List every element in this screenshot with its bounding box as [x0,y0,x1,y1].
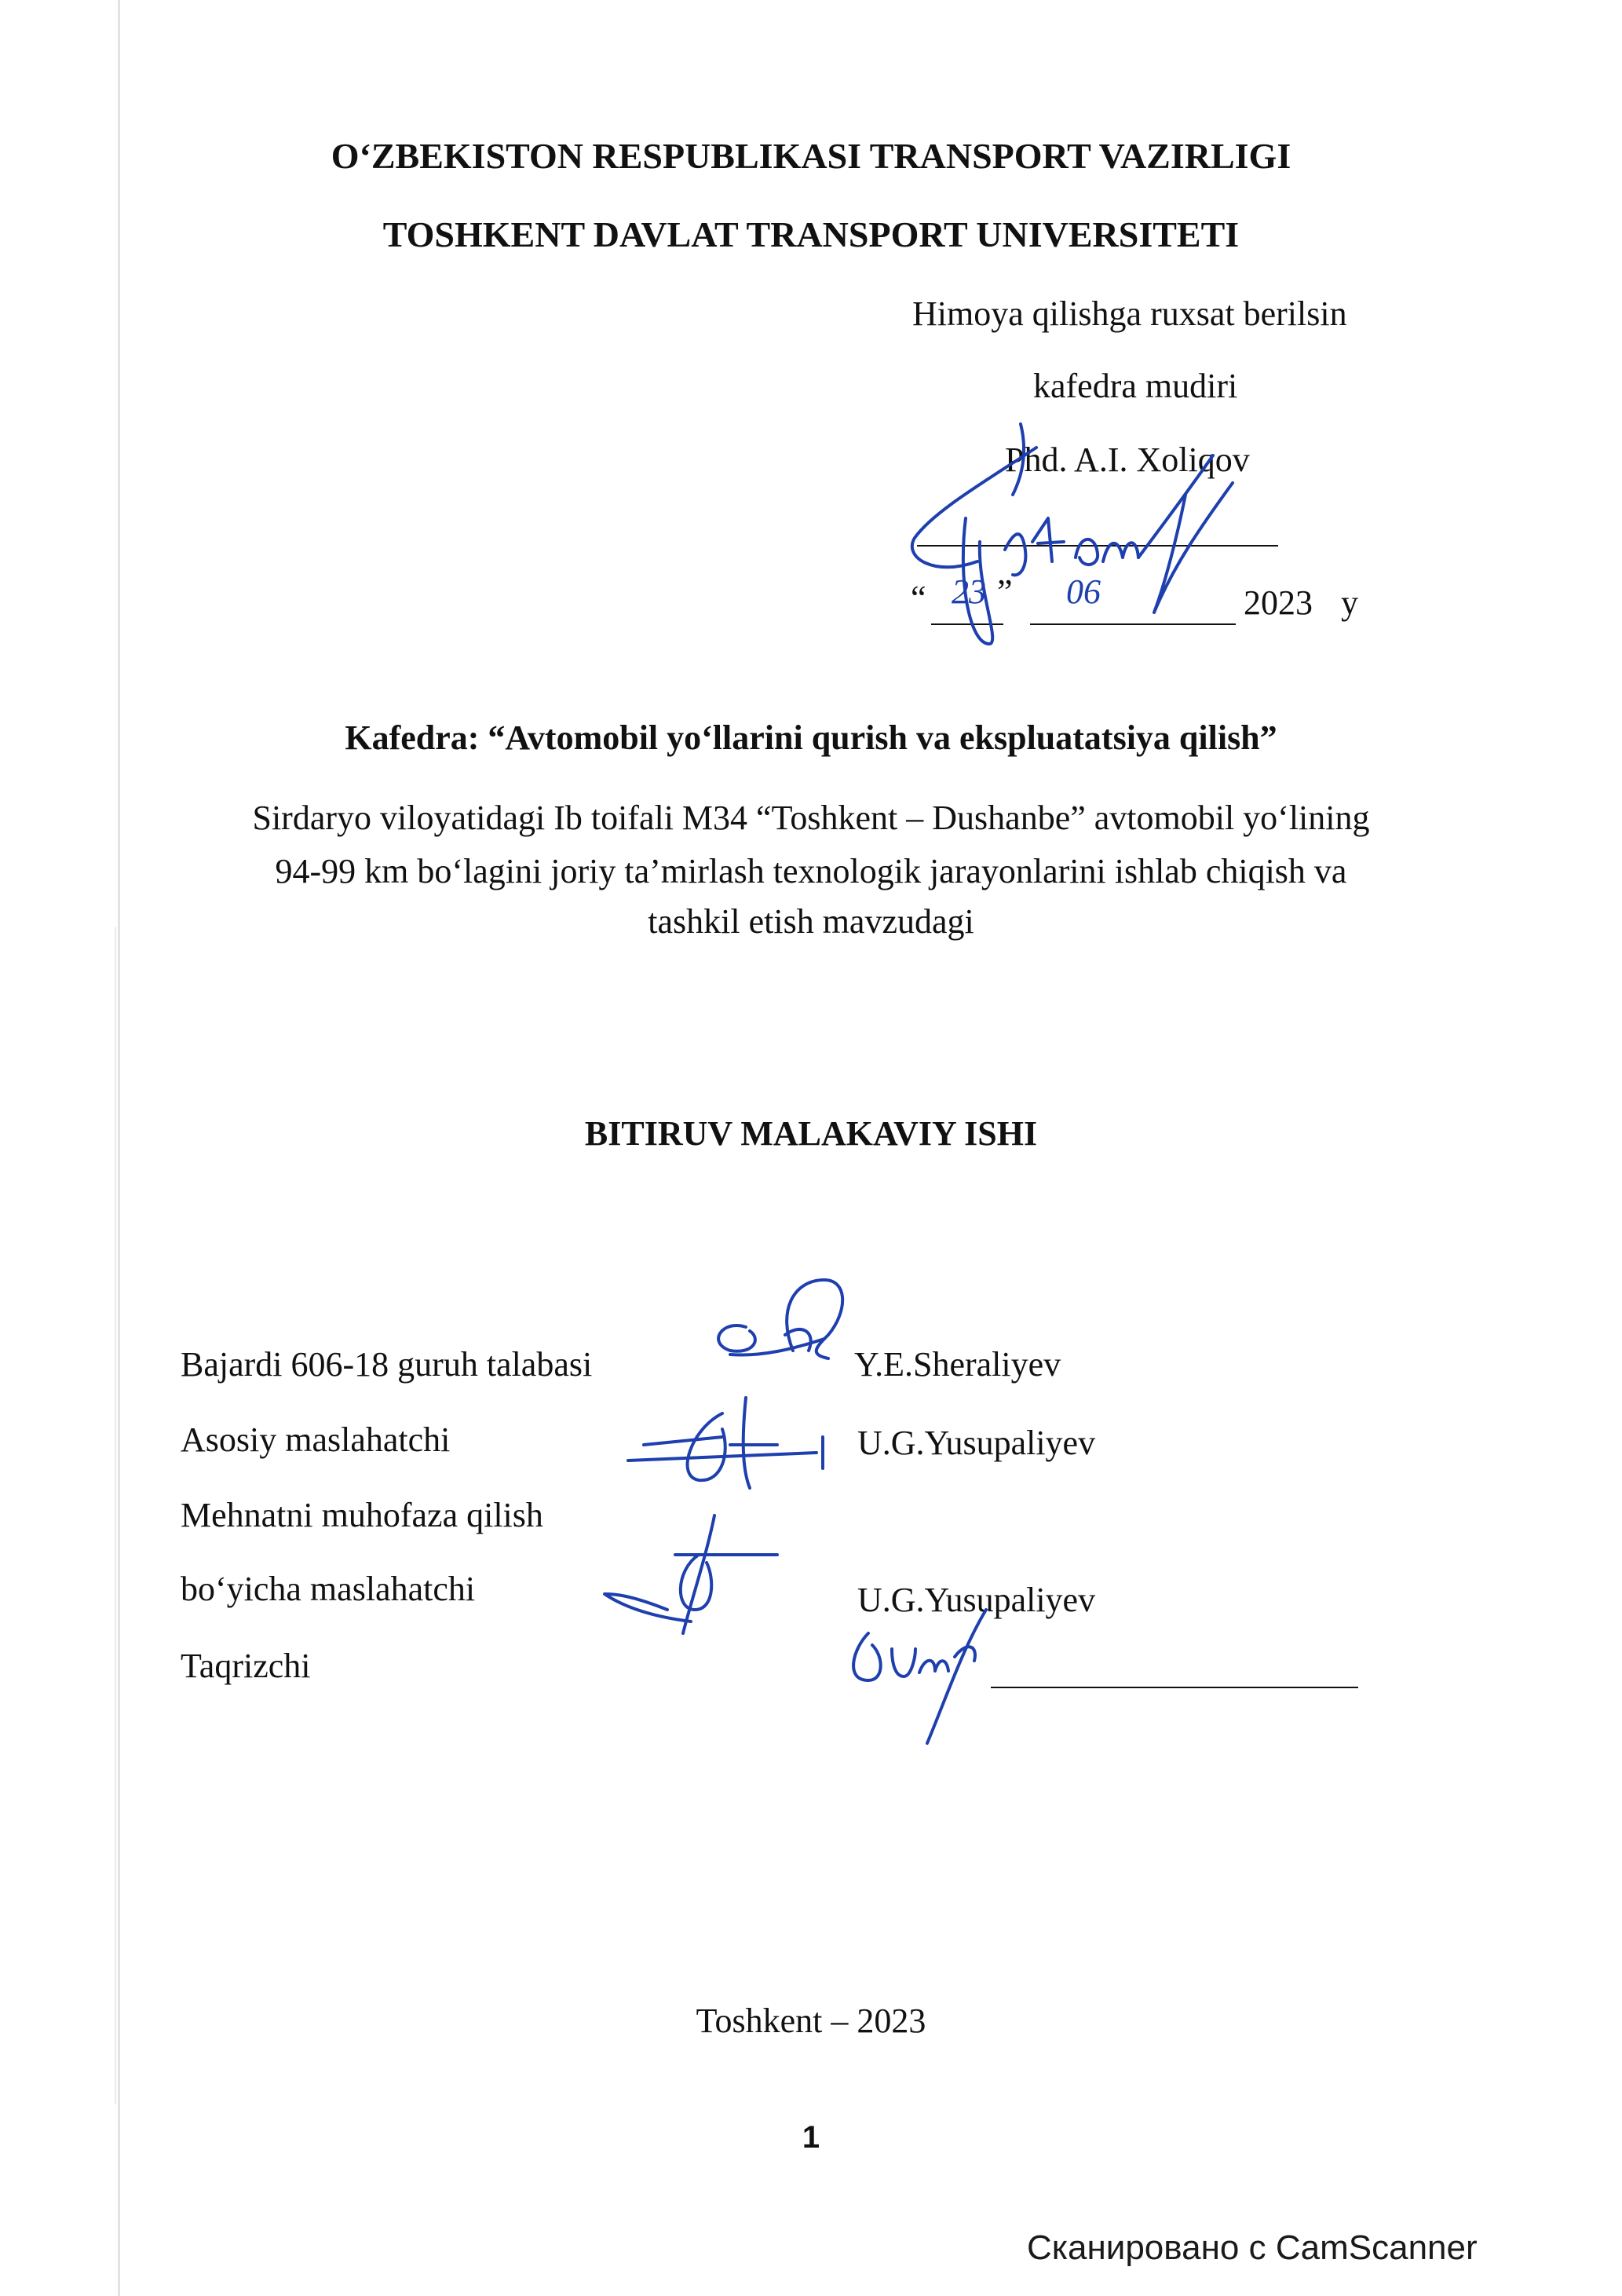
department-head-name: Phd. A.I. Xoliqov [1005,441,1250,479]
reviewer-signature-line [991,1687,1358,1688]
university-title: TOSHKENT DAVLAT TRANSPORT UNIVERSITETI [382,214,1240,254]
topic-line-2: 94-99 km bo‘lagini joriy ta’mirlash texnologik jarayonlarini ishlab chiqish va [275,852,1347,890]
city-year: Toshkent – 2023 [696,2002,926,2040]
main-advisor-signature-image [612,1390,848,1500]
signatory-name-student: Y.E.Sheraliyev [854,1345,1061,1384]
signatory-role-main-advisor: Asosiy maslahatchi [181,1420,451,1459]
topic-line-3: tashkil etish mavzudagi [648,902,974,941]
signatory-role-student: Bajardi 606-18 guruh talabasi [181,1345,593,1384]
signatory-name-safety-advisor: U.G.Yusupaliyev [857,1581,1096,1619]
approval-role: kafedra mudiri [1033,367,1238,405]
signatory-role-safety-advisor-line2: bo‘yicha maslahatchi [181,1570,476,1608]
scan-edge-shadow [115,927,116,2104]
date-year: 2023 [1244,583,1313,622]
safety-advisor-signature-image [597,1508,785,1641]
department-name: Kafedra: “Avtomobil yo‘llarini qurish va ekspluatatsiya qilish” [345,718,1277,757]
date-day: 23 [952,572,986,611]
signatory-name-main-advisor: U.G.Yusupaliyev [857,1424,1096,1462]
document-type-title: BITIRUV MALAKAVIY ISHI [584,1114,1038,1153]
scanner-watermark: Сканировано с CamScanner [1027,2228,1478,2267]
head-signature-image [903,408,1264,660]
student-signature-image [691,1264,871,1406]
signatory-role-safety-advisor: Mehnatni muhofaza qilish [181,1496,543,1534]
signatory-role-reviewer: Taqrizchi [181,1647,311,1685]
ministry-title: O‘ZBEKISTON RESPUBLIKASI TRANSPORT VAZIRLIGI [331,136,1291,176]
approval-line: Himoya qilishga ruxsat berilsin [912,294,1347,333]
date-close-quote: ” [997,572,1013,611]
page-number: 1 [802,2120,820,2155]
reviewer-signature-image [837,1602,1017,1751]
date-month: 06 [1066,572,1101,611]
date-suffix: y [1341,583,1358,622]
date-open-quote: “ [911,579,926,617]
topic-line-1: Sirdaryo viloyatidagi Ib toifali M34 “Toshkent – Dushanbe” avtomobil yo‘lining [252,799,1370,837]
